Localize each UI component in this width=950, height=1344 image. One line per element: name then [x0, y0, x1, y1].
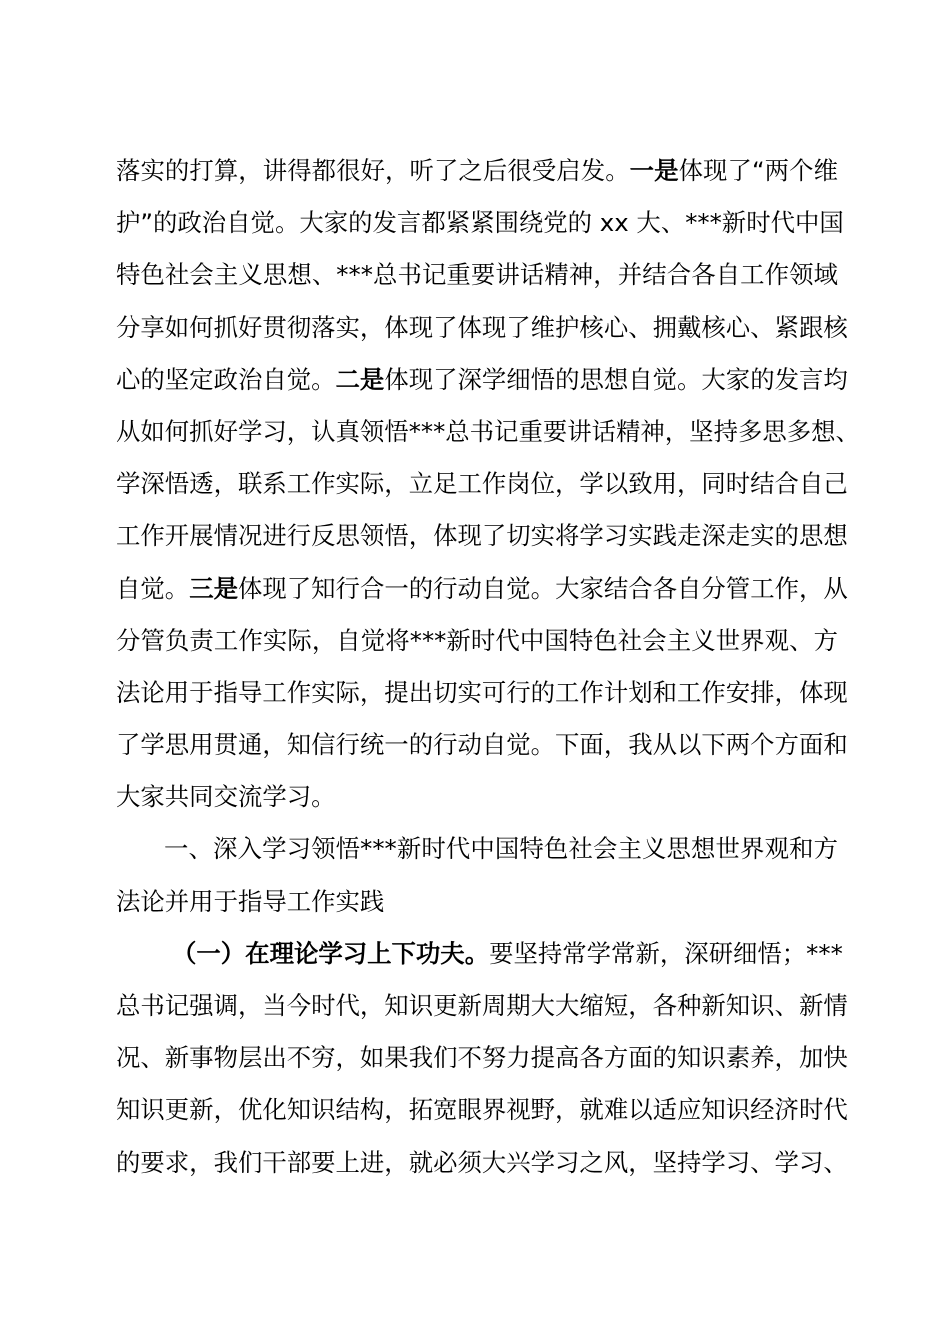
paragraph-line: 分享如何抓好贯彻落实，体现了体现了维护核心、拥戴核心、紧跟核 [116, 312, 848, 342]
text-run: 心的坚定政治自觉。 [116, 364, 336, 394]
paragraph-line: 法论用于指导工作实际，提出切实可行的工作计划和工作安排，体现 [116, 677, 848, 707]
paragraph-line: 特色社会主义思想、***总书记重要讲话精神，并结合各自工作领域 [116, 260, 838, 290]
paragraph-line: 总书记强调，当今时代，知识更新周期大大缩短，各种新知识、新情 [116, 991, 848, 1020]
paragraph-line [116, 145, 838, 197]
paragraph-line: 学深悟透，联系工作实际，立足工作岗位，学以致用，同时结合自己 [116, 469, 848, 499]
bold-keyword: 一是 [629, 156, 679, 185]
section-heading-line: 一、深入学习领悟***新时代中国特色社会主义思想世界观和方 [164, 834, 838, 864]
document-page [116, 145, 860, 1189]
paragraph-line [116, 563, 848, 615]
text-run: 体现了“两个维 [678, 156, 838, 185]
paragraph-line: 工作开展情况进行反思领悟，体现了切实将学习实践走深走实的思想 [116, 521, 848, 551]
paragraph-line: 了学思用贯通，知信行统一的行动自觉。下面，我从以下两个方面和 [116, 730, 848, 760]
text-run: 体现了知行合一的行动自觉。大家结合各自分管工作，从 [237, 573, 848, 603]
paragraph-line: 知识更新，优化知识结构，拓宽眼界视野，就难以适应知识经济时代 [116, 1095, 848, 1125]
text-run: 自觉。 [116, 573, 190, 603]
paragraph-line: 护”的政治自觉。大家的发言都紧紧围绕党的 xx 大、***新时代中国 [116, 208, 844, 238]
text-run: 落实的打算，讲得都很好，听了之后很受启发。 [116, 156, 630, 185]
text-run: 体现了深学细悟的思想自觉。大家的发言均 [384, 364, 848, 394]
paragraph-line: 从如何抓好学习，认真领悟***总书记重要讲话精神，坚持多思多想、 [116, 416, 860, 446]
paragraph-line: 大家共同交流学习。 [116, 782, 336, 812]
subsection-title: （一）在理论学习上下功夫。 [172, 938, 490, 968]
bold-keyword: 三是 [189, 573, 238, 603]
paragraph-line [116, 354, 848, 406]
paragraph-line [116, 928, 843, 980]
paragraph-line: 的要求，我们干部要上进，就必须大兴学习之风，坚持学习、学习、 [116, 1147, 848, 1177]
paragraph-line: 况、新事物层出不穷，如果我们不努力提高各方面的知识素养，加快 [116, 1043, 848, 1073]
text-run: 要坚持常学常新，深研细悟；*** [489, 938, 843, 968]
section-heading-line: 法论并用于指导工作实践 [116, 886, 385, 916]
bold-keyword: 二是 [335, 364, 385, 394]
paragraph-line: 分管负责工作实际，自觉将***新时代中国特色社会主义世界观、方 [116, 625, 838, 655]
